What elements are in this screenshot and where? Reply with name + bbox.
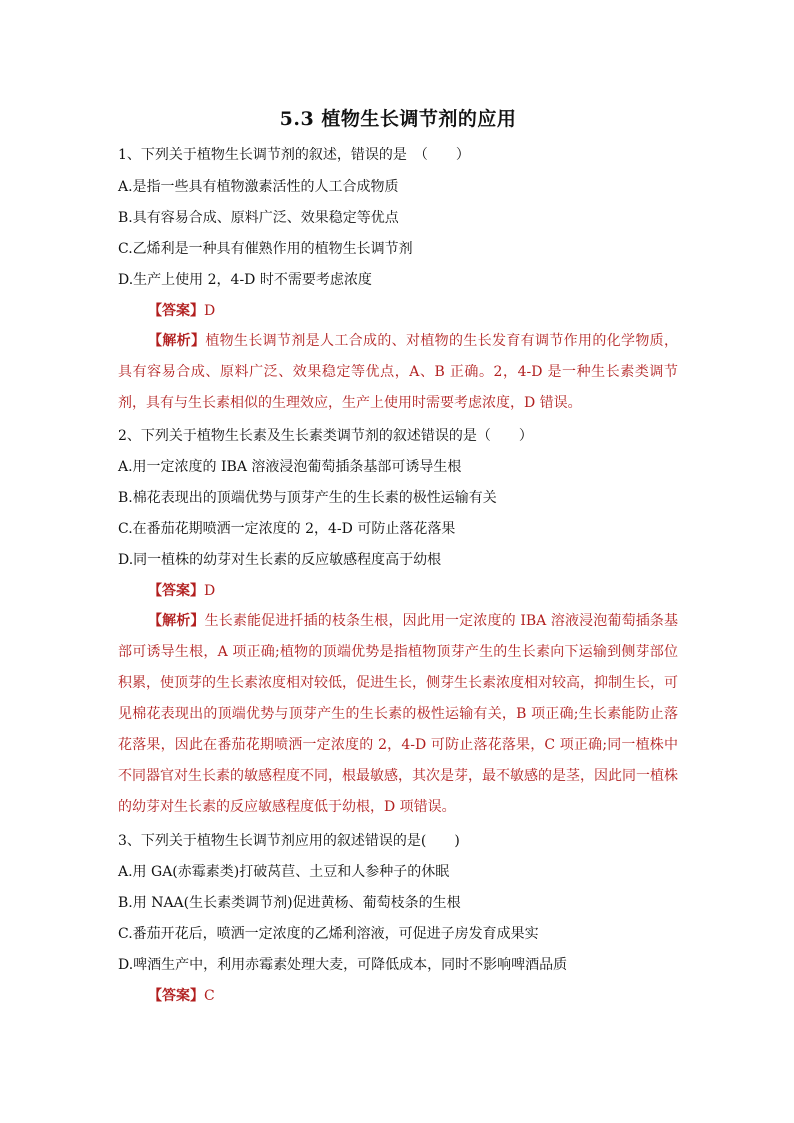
answer-tag: 【答案】	[148, 988, 204, 1004]
analysis-text: 植物生长调节剂是人工合成的、对植物的生长发育有调节作用的化学物质，具有容易合成、原料广泛、效果稳定等优点，A、B 正确。2，4-D 是一种生长素类调节剂，具有与生长素相似的生理效应，生产上使用时需要考虑浓度，D 错误。	[118, 333, 679, 411]
answer-tag: 【答案】	[148, 583, 204, 599]
question-2-option-c: C.在番茄花期喷洒一定浓度的 2，4-D 可防止落花落果	[118, 521, 456, 537]
question-1-option-c: C.乙烯利是一种具有催熟作用的植物生长调节剂	[118, 241, 413, 257]
answer-value: D	[204, 303, 216, 319]
question-3-option-a: A.用 GA(赤霉素类)打破莴苣、土豆和人参种子的休眠	[118, 864, 450, 880]
question-3-option-b: B.用 NAA(生长素类调节剂)促进黄杨、葡萄枝条的生根	[118, 895, 461, 911]
answer-value: D	[204, 583, 216, 599]
question-1-option-b: B.具有容易合成、原料广泛、效果稳定等优点	[118, 210, 399, 226]
question-2-stem: 2、下列关于植物生长素及生长素类调节剂的叙述错误的是（ ）	[118, 428, 533, 444]
analysis-tag: 【解析】	[148, 333, 206, 349]
question-3-answer	[148, 987, 215, 1005]
question-2-analysis	[118, 606, 678, 823]
question-2-answer	[148, 582, 215, 600]
question-2-option-d: D.同一植株的幼芽对生长素的反应敏感程度高于幼根	[118, 552, 442, 568]
answer-value: C	[204, 988, 215, 1004]
question-1-stem: 1、下列关于植物生长调节剂的叙述，错误的是 （ ）	[118, 147, 470, 163]
answer-tag: 【答案】	[148, 303, 204, 319]
question-2-option-a: A.用一定浓度的 IBA 溶液浸泡葡萄插条基部可诱导生根	[118, 459, 462, 475]
page-title: 5.3 植物生长调节剂的应用	[279, 108, 517, 130]
question-1-analysis	[118, 326, 678, 419]
question-3-stem: 3、下列关于植物生长调节剂应用的叙述错误的是( )	[118, 833, 460, 849]
analysis-text: 生长素能促进扦插的枝条生根，因此用一定浓度的 IBA 溶液浸泡葡萄插条基部可诱导生根，A 项正确;植物的顶端优势是指植物顶芽产生的生长素向下运输到侧芽部位积累，使顶芽的生长素浓度相对较低，促进生长，侧芽生长素浓度相对较高，抑制生长，可见棉花表现出的顶端优势与顶芽产生的生长素的极性运输有关，B 项正确;生长素能防止落花落果，因此在番茄花期喷洒一定浓度的 2，4-D 可防止落花落果，C 项正确;同一植株中不同器官对生长素的敏感程度不同，根最敏感，其次是芽，最不敏感的是茎，因此同一植株的幼芽对生长素的反应敏感程度低于幼根，D 项错误。	[118, 613, 679, 815]
question-2-option-b: B.棉花表现出的顶端优势与顶芽产生的生长素的极性运输有关	[118, 490, 497, 506]
question-1-answer	[148, 302, 215, 320]
question-1-option-a: A.是指一些具有植物激素活性的人工合成物质	[118, 179, 399, 195]
question-3-option-c: C.番茄开花后，喷洒一定浓度的乙烯利溶液，可促进子房发育成果实	[118, 926, 539, 942]
question-1-option-d: D.生产上使用 2，4-D 时不需要考虑浓度	[118, 272, 372, 288]
analysis-tag: 【解析】	[148, 613, 205, 629]
question-3-option-d: D.啤酒生产中，利用赤霉素处理大麦，可降低成本，同时不影响啤酒品质	[118, 957, 568, 973]
